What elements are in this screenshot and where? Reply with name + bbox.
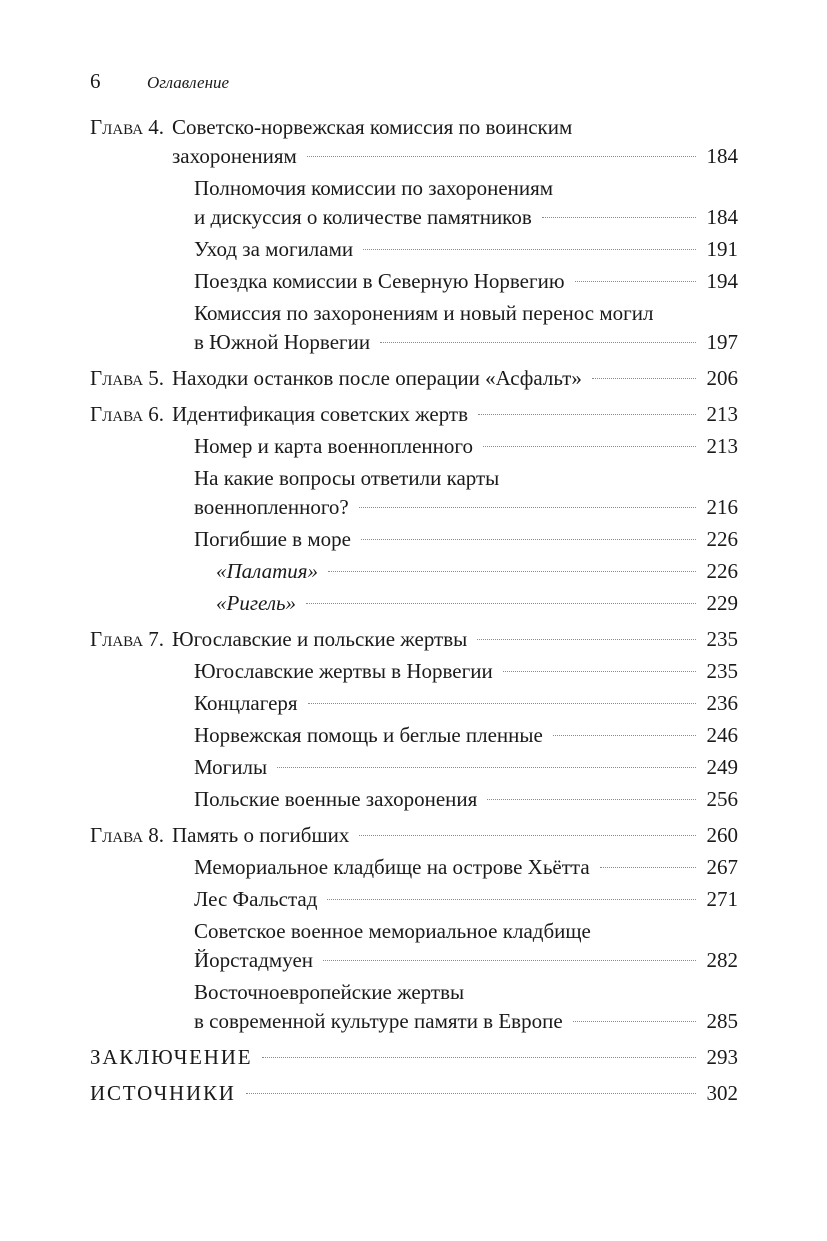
section-title: Поездка комиссии в Северную Норвегию: [194, 269, 565, 293]
dot-leader: [308, 703, 696, 704]
toc-entry-chapter[interactable]: [90, 113, 738, 171]
page-ref: 216: [706, 495, 738, 519]
dot-leader: [246, 1093, 696, 1094]
back-matter: [90, 1043, 738, 1108]
toc-entry-conclusion[interactable]: [90, 1043, 738, 1072]
toc-entry-section[interactable]: [90, 267, 738, 296]
section-title-line2: в современной культуре памяти в Европе: [194, 1009, 563, 1033]
toc-entry-section[interactable]: [90, 917, 738, 975]
chapter-label: Глава 4.: [90, 115, 165, 139]
section-title: Польские военные захоронения: [194, 787, 478, 811]
section-title-line2: и дискуссия о количестве памятников: [194, 205, 532, 229]
toc-entry-section[interactable]: [90, 689, 738, 718]
page-ref: 282: [706, 948, 738, 972]
chapter-title-line2: захоронениям: [172, 144, 297, 168]
section-title: Номер и карта военнопленного: [194, 434, 473, 458]
dot-leader: [277, 767, 696, 768]
page-ref: 226: [706, 527, 738, 551]
section-title: Югославские жертвы в Норвегии: [194, 659, 493, 683]
page-ref: 213: [706, 402, 738, 426]
dot-leader: [359, 835, 696, 836]
section-title: Лес Фальстад: [194, 887, 318, 911]
toc-entry-subsection[interactable]: [90, 589, 738, 618]
page-ref: 184: [706, 144, 738, 168]
dot-leader: [483, 446, 696, 447]
page-ref: 302: [706, 1081, 738, 1105]
chapter-label: Глава 6.: [90, 402, 165, 426]
section-title: Норвежская помощь и беглые пленные: [194, 723, 543, 747]
dot-leader: [262, 1057, 696, 1058]
subsection-title: «Ригель»: [216, 591, 297, 615]
page-ref: 226: [706, 559, 738, 583]
dot-leader: [323, 960, 696, 961]
toc-entry-section[interactable]: [90, 525, 738, 554]
page-ref: 285: [706, 1009, 738, 1033]
dot-leader: [575, 281, 696, 282]
page-ref: 213: [706, 434, 738, 458]
chapter-title-line1: Советско-норвежская комиссия по воинским: [172, 115, 573, 139]
toc-entry-chapter[interactable]: [90, 364, 738, 393]
section-title-line2: в Южной Норвегии: [194, 330, 371, 354]
dot-leader: [478, 414, 696, 415]
section-title: Уход за могилами: [194, 237, 354, 261]
page-ref: 235: [706, 627, 738, 651]
chapter-title: Югославские и польские жертвы: [172, 627, 468, 651]
section-title-line1: На какие вопросы ответили карты: [194, 466, 500, 490]
conclusion-title: ЗАКЛЮЧЕНИЕ: [90, 1045, 253, 1069]
chapter-8: [90, 821, 738, 1036]
toc-entry-section[interactable]: [90, 299, 738, 357]
page-ref: 184: [706, 205, 738, 229]
section-title-line2: Йорстадмуен: [194, 948, 313, 972]
dot-leader: [327, 899, 696, 900]
dot-leader: [573, 1021, 696, 1022]
page-ref: 194: [706, 269, 738, 293]
page-ref: 197: [706, 330, 738, 354]
section-title: Могилы: [194, 755, 268, 779]
dot-leader: [363, 249, 696, 250]
page-ref: 236: [706, 691, 738, 715]
toc-entry-section[interactable]: [90, 174, 738, 232]
section-title-line1: Комиссия по захоронениям и новый перенос могил: [194, 301, 654, 325]
table-of-contents: [90, 113, 738, 1108]
page-ref: 256: [706, 787, 738, 811]
page-ref: 235: [706, 659, 738, 683]
sources-title: ИСТОЧНИКИ: [90, 1081, 236, 1105]
dot-leader: [306, 603, 696, 604]
dot-leader: [380, 342, 696, 343]
dot-leader: [542, 217, 696, 218]
chapter-4: [90, 113, 738, 357]
toc-entry-section[interactable]: [90, 885, 738, 914]
page-ref: 271: [706, 887, 738, 911]
chapter-label: Глава 8.: [90, 823, 165, 847]
section-title-line1: Советское военное мемориальное кладбище: [194, 919, 591, 943]
section-title: Погибшие в море: [194, 527, 351, 551]
chapter-label: Глава 7.: [90, 627, 165, 651]
toc-entry-section[interactable]: [90, 978, 738, 1036]
chapter-7: [90, 625, 738, 814]
page-number: 6: [90, 69, 101, 93]
toc-entry-chapter[interactable]: [90, 821, 738, 850]
toc-entry-sources[interactable]: [90, 1079, 738, 1108]
section-title: Мемориальное кладбище на острове Хьётта: [194, 855, 590, 879]
page-ref: 293: [706, 1045, 738, 1069]
toc-entry-section[interactable]: [90, 432, 738, 461]
chapter-title: Находки останков после операции «Асфальт»: [172, 366, 582, 390]
toc-entry-section[interactable]: [90, 464, 738, 522]
running-title: Оглавление: [147, 73, 230, 92]
dot-leader: [503, 671, 696, 672]
section-title-line1: Восточноевропейские жертвы: [194, 980, 465, 1004]
page-ref: 267: [706, 855, 738, 879]
section-title: Концлагеря: [194, 691, 298, 715]
page-header: [90, 66, 738, 96]
toc-entry-chapter[interactable]: [90, 400, 738, 429]
page-ref: 249: [706, 755, 738, 779]
chapter-6: [90, 400, 738, 618]
toc-entry-section[interactable]: [90, 753, 738, 782]
toc-entry-subsection[interactable]: [90, 557, 738, 586]
toc-entry-section[interactable]: [90, 785, 738, 814]
dot-leader: [307, 156, 696, 157]
dot-leader: [487, 799, 696, 800]
dot-leader: [477, 639, 696, 640]
dot-leader: [361, 539, 696, 540]
dot-leader: [359, 507, 696, 508]
dot-leader: [592, 378, 696, 379]
subsection-title: «Палатия»: [216, 559, 319, 583]
dot-leader: [328, 571, 696, 572]
chapter-label: Глава 5.: [90, 366, 165, 390]
toc-entry-section[interactable]: [90, 853, 738, 882]
page-ref: 260: [706, 823, 738, 847]
toc-entry-section[interactable]: [90, 657, 738, 686]
page-ref: 191: [706, 237, 738, 261]
section-title-line1: Полномочия комиссии по захоронениям: [194, 176, 554, 200]
toc-entry-section[interactable]: [90, 721, 738, 750]
page-ref: 246: [706, 723, 738, 747]
chapter-title: Идентификация советских жертв: [172, 402, 469, 426]
chapter-title: Память о погибших: [172, 823, 350, 847]
toc-entry-chapter[interactable]: [90, 625, 738, 654]
dot-leader: [553, 735, 696, 736]
page-ref: 206: [706, 366, 738, 390]
page-ref: 229: [706, 591, 738, 615]
chapter-5: [90, 364, 738, 393]
section-title-line2: военнопленного?: [194, 495, 349, 519]
toc-entry-section[interactable]: [90, 235, 738, 264]
dot-leader: [600, 867, 696, 868]
